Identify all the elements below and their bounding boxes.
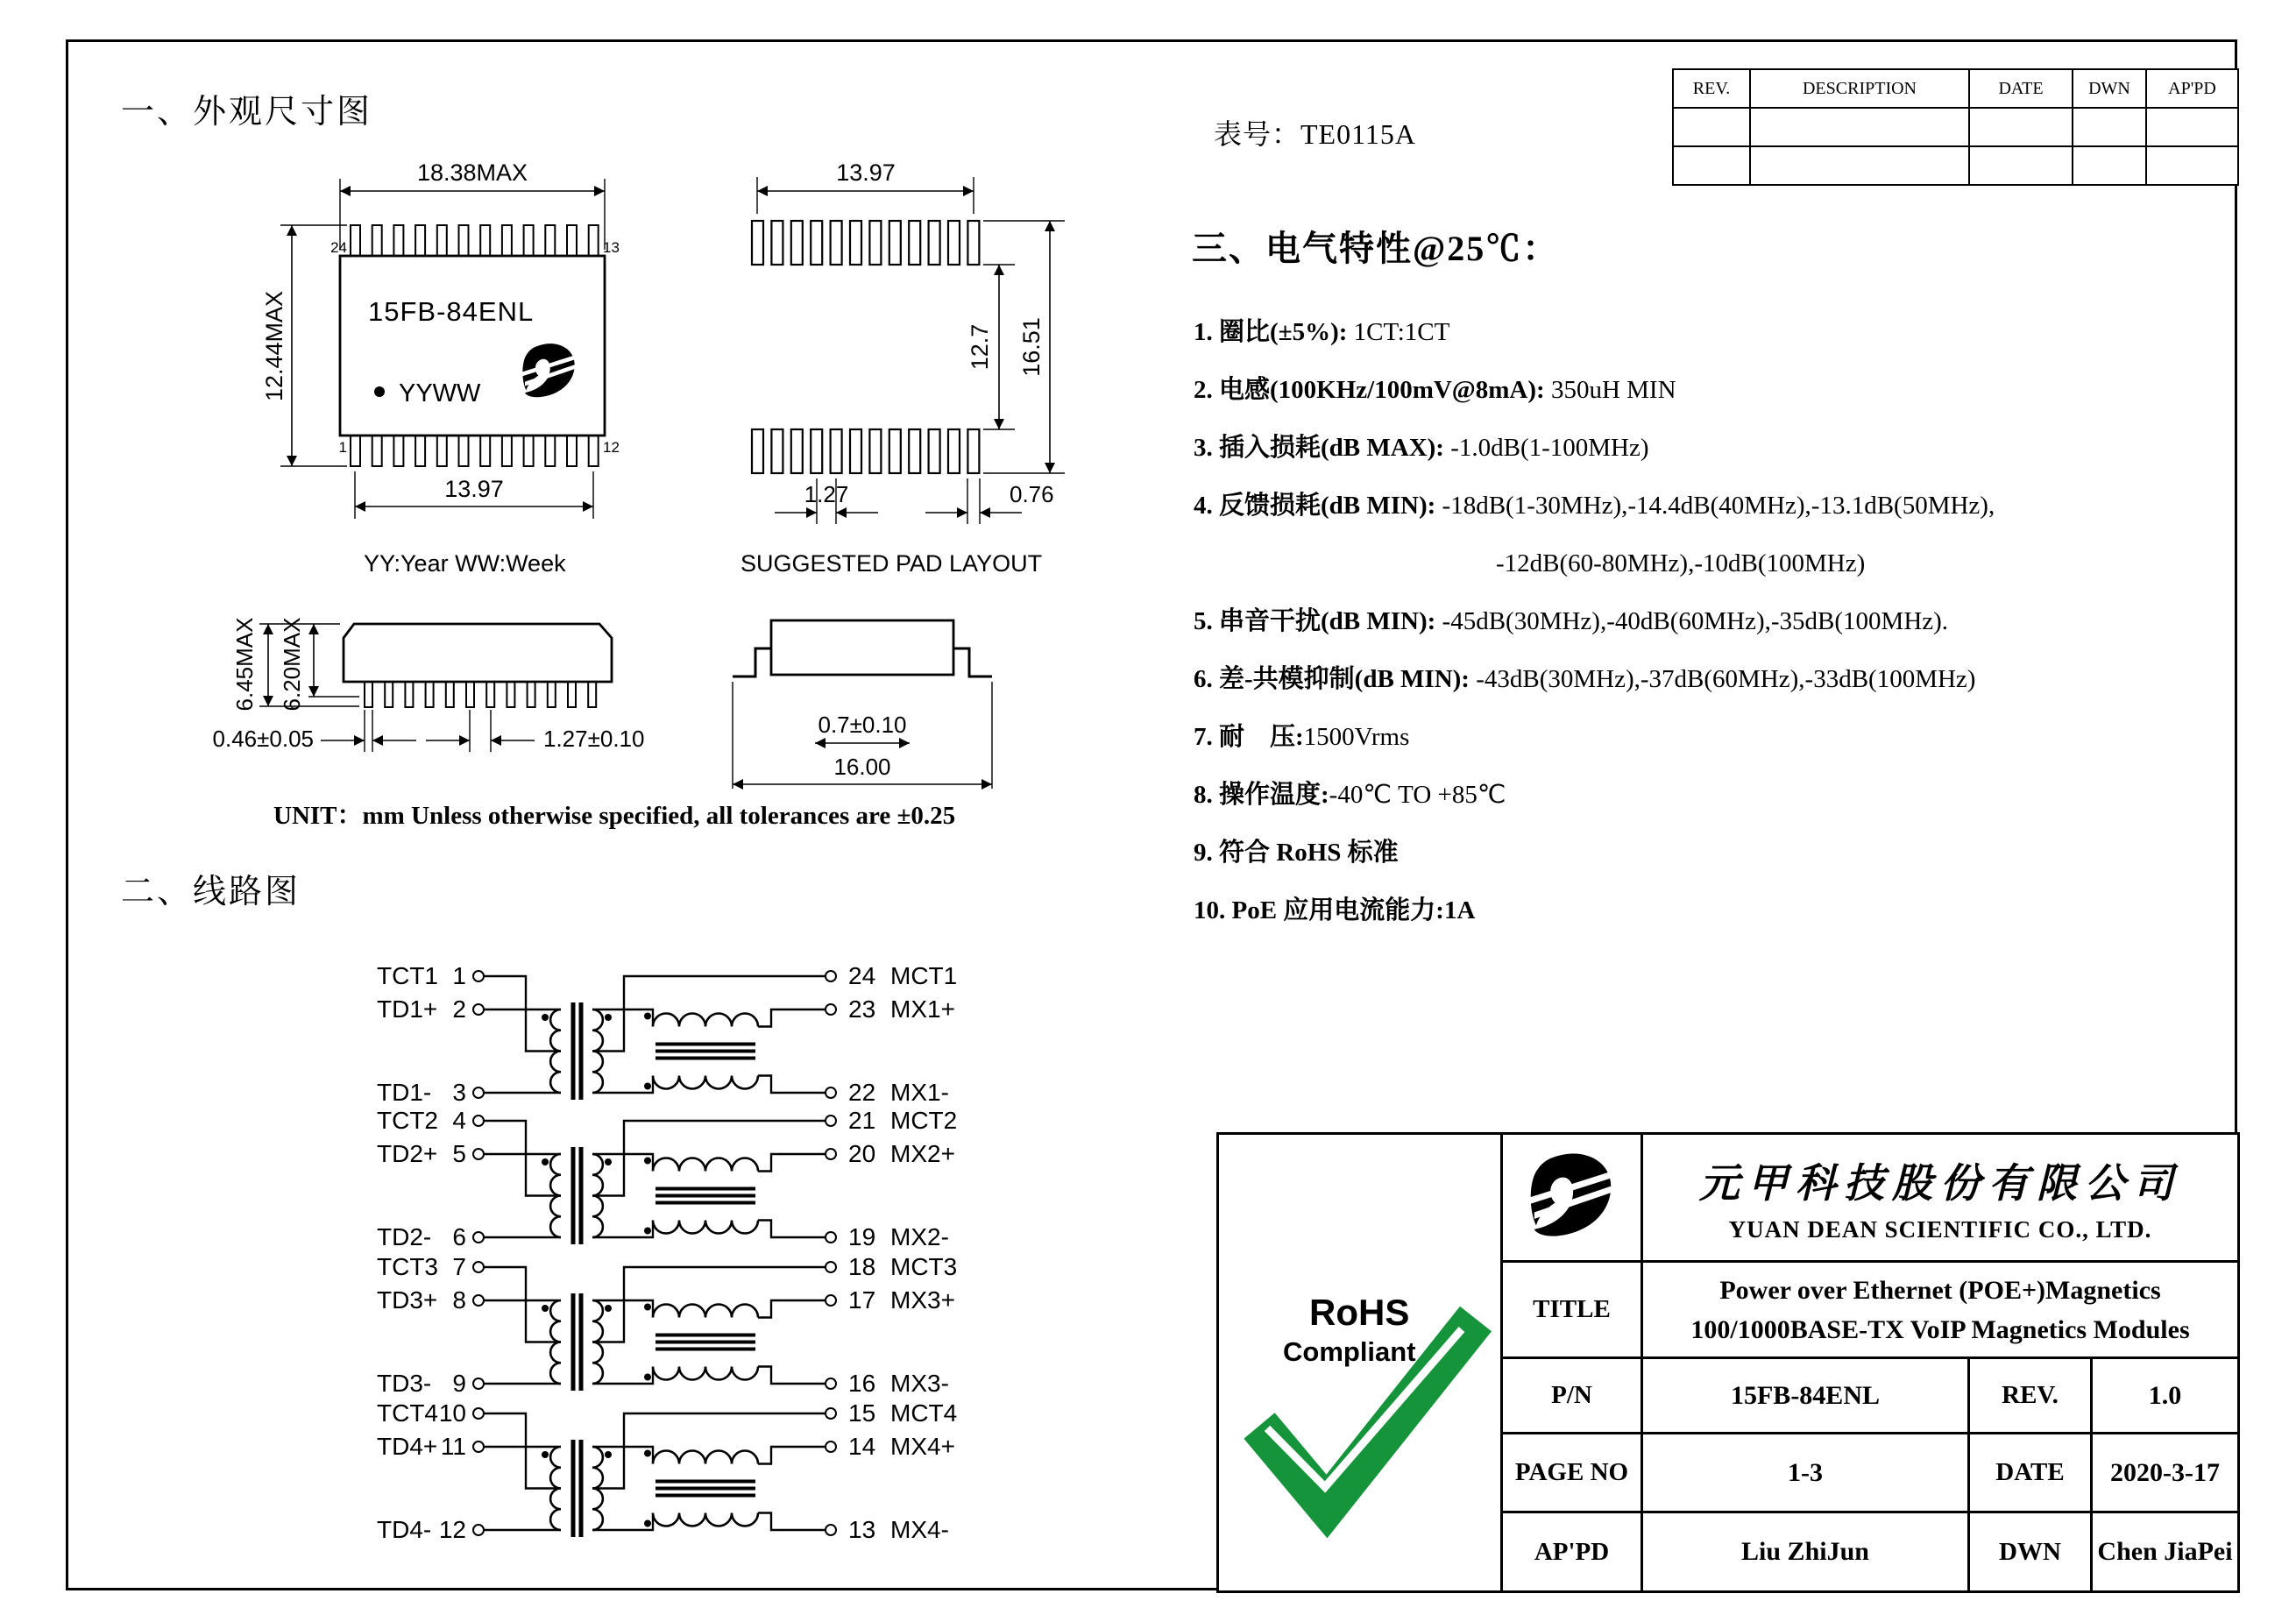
solder-pad	[831, 429, 842, 473]
revision-table-header-row	[1673, 69, 2238, 108]
solder-pad	[967, 429, 979, 473]
phase-dot	[542, 1305, 549, 1312]
pin-number-label: 3	[452, 1079, 466, 1106]
dwn-label: DWN	[1969, 1512, 2092, 1592]
spec-value: -40℃ TO +85℃	[1329, 781, 1506, 809]
pin-number-label: 1	[452, 962, 466, 989]
pin-terminal	[826, 1408, 836, 1419]
dim-height-max-label: 12.44MAX	[261, 290, 287, 402]
phase-dot	[644, 1450, 651, 1457]
pin-name-label: TCT2	[377, 1107, 438, 1134]
solder-pad	[889, 221, 901, 265]
pin-number-label: 6	[452, 1223, 466, 1250]
wire	[758, 1154, 826, 1172]
wire	[758, 1447, 826, 1464]
spec-item	[1194, 882, 2236, 939]
pin-number-label: 10	[438, 1399, 466, 1427]
rohs-logo-cell	[1218, 1134, 1502, 1592]
pin-terminal	[826, 1087, 836, 1098]
pin-number-label: 16	[848, 1370, 876, 1397]
phase-dot	[605, 1451, 612, 1458]
wire	[592, 1267, 826, 1342]
pin-24-label: 24	[330, 239, 347, 256]
rev-header-appd: AP'PD	[2146, 69, 2238, 108]
phase-dot	[644, 1304, 651, 1311]
title-label: TITLE	[1502, 1262, 1642, 1358]
pin-number-label: 13	[848, 1516, 876, 1543]
dwn-value: Chen JiaPei	[2092, 1512, 2239, 1592]
rev-empty-cell	[1969, 108, 2073, 146]
company-name-en: YUAN DEAN SCIENTIFIC CO., LTD.	[1728, 1216, 2152, 1243]
pin-name-label: MX1+	[890, 995, 955, 1023]
phase-dot	[605, 1158, 612, 1165]
pin-name-label: MCT3	[890, 1253, 958, 1280]
solder-pad	[948, 221, 960, 265]
company-logo-cell	[1502, 1134, 1642, 1262]
package-top-pins	[351, 225, 599, 257]
pin-name-label: TD1-	[377, 1079, 432, 1106]
pin-name-label: TCT1	[377, 962, 438, 989]
package-pin	[567, 435, 577, 466]
solder-pad	[929, 429, 940, 473]
package-pin	[437, 435, 447, 466]
wire	[758, 1221, 826, 1238]
package-end-view	[733, 620, 992, 789]
pin-name-label: MX3-	[890, 1370, 949, 1397]
pin-name-label: MCT4	[890, 1399, 958, 1427]
wire	[484, 976, 561, 1052]
pin-1-label: 1	[338, 439, 347, 456]
spec-label: 3. 插入损耗(dB MAX):	[1194, 434, 1444, 462]
package-pin	[426, 682, 434, 707]
solder-pad	[771, 429, 783, 473]
company-name-cell	[1642, 1134, 2239, 1262]
dim-pin-span-label: 13.97	[444, 476, 504, 502]
solder-pad	[909, 429, 920, 473]
pin-terminal	[826, 1116, 836, 1126]
phase-dot	[644, 1013, 651, 1020]
package-pin	[480, 435, 490, 466]
phase-dot	[644, 1228, 651, 1235]
title-line-2: 100/1000BASE-TX VoIP Magnetics Modules	[1690, 1314, 2190, 1344]
wire	[484, 1267, 561, 1342]
pin-name-label: TD4+	[377, 1433, 438, 1460]
package-pin	[545, 435, 555, 466]
rohs-compliant-text: Compliant	[1282, 1335, 1416, 1367]
solder-pad	[771, 221, 783, 265]
spec-item	[1194, 361, 2236, 419]
spec-label: 7. 耐 压:	[1194, 723, 1304, 751]
package-pin	[528, 682, 535, 707]
phase-dot	[542, 1014, 549, 1021]
date-value: 2020-3-17	[2092, 1434, 2239, 1512]
package-pin	[502, 435, 512, 466]
rev-header-description: DESCRIPTION	[1750, 69, 1969, 108]
rev-empty-cell	[1673, 146, 1750, 185]
package-pin	[502, 225, 512, 257]
pin-name-label: MCT2	[890, 1107, 958, 1134]
pin-12-label: 12	[603, 439, 620, 456]
pin-name-label: TD2-	[377, 1223, 432, 1250]
spec-item	[1194, 477, 2236, 535]
pin-terminal	[826, 1149, 836, 1159]
solder-pad	[752, 429, 763, 473]
phase-dot	[644, 1520, 651, 1527]
part-marking: 15FB-84ENL	[368, 296, 535, 327]
pin-terminal	[473, 1262, 484, 1272]
pin-number-label: 9	[452, 1370, 466, 1397]
pin-terminal	[473, 971, 484, 981]
spec-label: 8. 操作温度:	[1194, 781, 1329, 809]
pin-terminal	[473, 1441, 484, 1452]
pin-terminal	[473, 1378, 484, 1389]
pin-number-label: 15	[848, 1399, 876, 1427]
choke-winding	[653, 1076, 758, 1089]
solder-pad	[811, 221, 822, 265]
spec-value: -43dB(30MHz),-37dB(60MHz),-33dB(100MHz)	[1469, 665, 1976, 693]
pin-name-label: TCT4	[377, 1399, 438, 1427]
pin-number-label: 4	[452, 1107, 466, 1134]
phase-dot	[605, 1305, 612, 1312]
pad-outer-height-label: 16.51	[1018, 317, 1045, 377]
rev-empty-cell	[1750, 146, 1969, 185]
date-code-marking: YYWW	[399, 379, 481, 407]
spec-item	[1194, 824, 2236, 882]
pin-name-label: TD3+	[377, 1286, 438, 1314]
rev-empty-cell	[2146, 146, 2238, 185]
pin-name-label: MCT1	[890, 962, 958, 989]
rev-header-date: DATE	[1969, 69, 2073, 108]
solder-pad	[811, 429, 822, 473]
spec-value: 1CT:1CT	[1347, 318, 1450, 346]
yd-logo	[1525, 1148, 1619, 1243]
phase-dot	[644, 1374, 651, 1381]
package-pin	[459, 435, 469, 466]
section3-heading: 三、电气特性@25℃：	[1192, 229, 1560, 268]
section1-heading: 一、外观尺寸图	[121, 94, 373, 131]
pin-terminal	[826, 1004, 836, 1015]
pn-label: P/N	[1502, 1358, 1642, 1434]
pin-terminal	[473, 1116, 484, 1126]
package-top-view	[261, 159, 620, 577]
phase-dot	[644, 1083, 651, 1090]
pin-number-label: 12	[438, 1516, 466, 1543]
pin-number-label: 2	[452, 995, 466, 1023]
foot-length-label: 0.7±0.10	[818, 712, 907, 738]
pin-terminal	[826, 1232, 836, 1243]
date-label: DATE	[1969, 1434, 2092, 1512]
package-pin	[365, 682, 372, 707]
phase-dot	[542, 1451, 549, 1458]
pin-name-label: TD3-	[377, 1370, 432, 1397]
rev-empty-cell	[2073, 108, 2146, 146]
date-code-note: YY:Year WW:Week	[364, 550, 566, 577]
rev-header-rev: REV.	[1673, 69, 1750, 108]
pin-name-label: TD1+	[377, 995, 438, 1023]
choke-winding	[653, 1513, 758, 1526]
unit-note: UNIT：mm Unless otherwise specified, all tolerances are ±0.25	[273, 802, 956, 830]
pin-number-label: 14	[848, 1433, 876, 1460]
pin-terminal	[826, 1262, 836, 1272]
title-block	[1216, 1132, 2240, 1593]
solder-pad	[889, 429, 901, 473]
pad-top-width-label: 13.97	[836, 159, 896, 186]
spec-item	[1194, 766, 2236, 824]
pin-name-label: MX4+	[890, 1433, 955, 1460]
end-view-right-lead	[953, 648, 992, 676]
choke-winding	[653, 1221, 758, 1234]
wire	[758, 1076, 826, 1094]
spec-list	[1194, 303, 2236, 939]
rev-empty-cell	[1750, 108, 1969, 146]
spec-label: 5. 串音干扰(dB MIN):	[1194, 607, 1436, 635]
choke-winding	[653, 1158, 758, 1172]
wire	[484, 1413, 561, 1489]
pin-terminal	[826, 1378, 836, 1389]
choke-winding	[653, 1014, 758, 1027]
wire	[758, 1367, 826, 1385]
side-view-body	[344, 624, 612, 682]
pin-name-label: TD2+	[377, 1140, 438, 1167]
pin-number-label: 19	[848, 1223, 876, 1250]
package-bottom-pins	[351, 435, 599, 466]
pad-layout-caption: SUGGESTED PAD LAYOUT	[741, 550, 1043, 577]
revision-table-empty-row	[1673, 108, 2238, 146]
pin-name-label: TD4-	[377, 1516, 432, 1543]
dim-width-max-label: 18.38MAX	[416, 159, 528, 186]
pin-number-label: 7	[452, 1253, 466, 1280]
pad-width-label: 0.76	[1010, 481, 1054, 507]
pin-number-label: 24	[848, 962, 876, 989]
pin-number-label: 18	[848, 1253, 876, 1280]
pin-terminal	[826, 1295, 836, 1306]
rohs-text: RoHS	[1308, 1291, 1409, 1333]
package-pin	[351, 435, 360, 466]
solder-pad	[850, 221, 861, 265]
wire	[758, 1009, 826, 1027]
pin-terminal	[826, 971, 836, 981]
pin-terminal	[826, 1441, 836, 1452]
solder-pad	[791, 221, 803, 265]
package-pin	[548, 682, 556, 707]
spec-label: 10. PoE 应用电流能力:1A	[1194, 896, 1476, 924]
company-name-cn: 元甲科技股份有限公司	[1699, 1161, 2181, 1206]
pin-terminal	[473, 1408, 484, 1419]
pad-layout-bottom-pads	[752, 429, 979, 473]
package-pin	[545, 225, 555, 257]
package-body-outline	[340, 256, 605, 436]
solder-pad	[791, 429, 803, 473]
pin-number-label: 23	[848, 995, 876, 1023]
package-pin	[393, 225, 403, 257]
end-view-left-lead	[733, 648, 771, 676]
solder-pad	[929, 221, 940, 265]
spec-item	[1194, 303, 2236, 361]
pin-number-label: 22	[848, 1079, 876, 1106]
pin-terminal	[473, 1149, 484, 1159]
pin-name-label: MX1-	[890, 1079, 949, 1106]
solder-pad	[831, 221, 842, 265]
pin-number-label: 17	[848, 1286, 876, 1314]
title-line-1: Power over Ethernet (POE+)Magnetics	[1719, 1275, 2161, 1305]
package-pin	[568, 682, 576, 707]
sheet-number: 表号：TE0115A	[1214, 118, 1417, 150]
spec-item-continuation: -12dB(60-80MHz),-10dB(100MHz)	[1496, 549, 1866, 577]
lead-width-label: 0.46±0.05	[212, 726, 314, 752]
pin-number-label: 5	[452, 1140, 466, 1167]
pin-13-label: 13	[603, 239, 620, 256]
pin-terminal	[826, 1525, 836, 1535]
package-pin	[486, 682, 494, 707]
pageno-value: 1-3	[1642, 1434, 1969, 1512]
package-pin	[415, 435, 425, 466]
pin-name-label: MX4-	[890, 1516, 949, 1543]
package-pin	[372, 225, 382, 257]
package-pin	[393, 435, 403, 466]
pin-terminal	[473, 1004, 484, 1015]
pin-number-label: 20	[848, 1140, 876, 1167]
package-pin	[524, 225, 534, 257]
side-height-total-label: 6.45MAX	[231, 617, 258, 712]
package-pin	[446, 682, 454, 707]
spec-label: 1. 圈比(±5%):	[1194, 318, 1348, 346]
phase-dot	[644, 1158, 651, 1165]
side-height-body-label: 6.20MAX	[279, 617, 305, 712]
rev-label: REV.	[1969, 1358, 2092, 1434]
solder-pad	[869, 429, 881, 473]
spec-label: 6. 差-共模抑制(dB MIN):	[1194, 665, 1470, 693]
package-pin	[405, 682, 413, 707]
pn-value: 15FB-84ENL	[1642, 1358, 1969, 1434]
package-pin	[589, 225, 599, 257]
rev-empty-cell	[2146, 108, 2238, 146]
package-side-view	[213, 618, 645, 752]
overall-width-label: 16.00	[833, 754, 891, 780]
rev-empty-cell	[1969, 146, 2073, 185]
rev-empty-cell	[2073, 146, 2146, 185]
wire	[592, 1121, 826, 1196]
pad-layout-top-pads	[752, 221, 979, 265]
choke-winding	[653, 1367, 758, 1380]
wire	[592, 976, 826, 1052]
solder-pad	[869, 221, 881, 265]
circuit-diagram	[377, 962, 957, 1543]
pad-layout-view	[741, 159, 1065, 577]
package-pin	[372, 435, 382, 466]
section2-heading: 二、线路图	[121, 874, 301, 910]
solder-pad	[909, 221, 920, 265]
wire	[758, 1300, 826, 1318]
pin-terminal	[473, 1525, 484, 1535]
spec-label: 9. 符合 RoHS 标准	[1194, 839, 1399, 867]
choke-winding	[653, 1305, 758, 1318]
solder-pad	[752, 221, 763, 265]
choke-winding	[653, 1451, 758, 1464]
package-pin	[437, 225, 447, 257]
rev-header-dwn: DWN	[2073, 69, 2146, 108]
title-value	[1642, 1262, 2239, 1358]
rohs-compliant-logo	[1229, 1286, 1492, 1548]
package-pin	[589, 435, 599, 466]
wire	[592, 1413, 826, 1489]
pad-pitch-label: 1.27	[804, 481, 849, 507]
pin-name-label: MX2-	[890, 1223, 949, 1250]
spec-value: 1500Vrms	[1303, 723, 1410, 751]
solder-pad	[967, 221, 979, 265]
spec-item	[1194, 650, 2236, 708]
revision-table-empty-row	[1673, 146, 2238, 185]
wire	[758, 1513, 826, 1531]
pageno-label: PAGE NO	[1502, 1434, 1642, 1512]
end-view-body	[771, 620, 953, 675]
package-pin	[415, 225, 425, 257]
spec-value: -18dB(1-30MHz),-14.4dB(40MHz),-13.1dB(50MHz),	[1435, 492, 1995, 520]
pin-terminal	[473, 1087, 484, 1098]
package-pin	[385, 682, 393, 707]
package-pin	[567, 225, 577, 257]
spec-item	[1194, 419, 2236, 477]
solder-pad	[948, 429, 960, 473]
package-pin	[466, 682, 474, 707]
solder-pad	[850, 429, 861, 473]
spec-item	[1194, 592, 2236, 650]
spec-value: 350uH MIN	[1544, 376, 1676, 404]
pin-terminal	[473, 1232, 484, 1243]
side-view-pins	[365, 682, 596, 707]
package-pin	[480, 225, 490, 257]
pin-name-label: MX2+	[890, 1140, 955, 1167]
package-pin	[351, 225, 360, 257]
package-pin	[588, 682, 596, 707]
spec-label: 2. 电感(100KHz/100mV@8mA):	[1194, 376, 1545, 404]
appd-value: Liu ZhiJun	[1642, 1512, 1969, 1592]
pin-terminal	[473, 1295, 484, 1306]
lead-pitch-label: 1.27±0.10	[543, 726, 645, 752]
appd-label: AP'PD	[1502, 1512, 1642, 1592]
pin-name-label: MX3+	[890, 1286, 955, 1314]
pin-number-label: 8	[452, 1286, 466, 1314]
pin-name-label: TCT3	[377, 1253, 438, 1280]
rev-value: 1.0	[2092, 1358, 2239, 1434]
package-pin	[459, 225, 469, 257]
rev-empty-cell	[1673, 108, 1750, 146]
pin-number-label: 11	[440, 1433, 466, 1460]
spec-value: -45dB(30MHz),-40dB(60MHz),-35dB(100MHz).	[1435, 607, 1949, 635]
revision-table	[1672, 68, 2239, 186]
spec-value: -1.0dB(1-100MHz)	[1443, 434, 1649, 462]
pin-number-label: 21	[848, 1107, 876, 1134]
wire	[484, 1121, 561, 1196]
spec-item	[1194, 708, 2236, 766]
phase-dot	[542, 1158, 549, 1165]
phase-dot	[605, 1014, 612, 1021]
pin1-dot-mark	[374, 386, 385, 397]
pad-inner-height-label: 12.7	[967, 323, 993, 371]
spec-label: 4. 反馈损耗(dB MIN):	[1194, 492, 1436, 520]
package-pin	[507, 682, 514, 707]
package-pin	[524, 435, 534, 466]
